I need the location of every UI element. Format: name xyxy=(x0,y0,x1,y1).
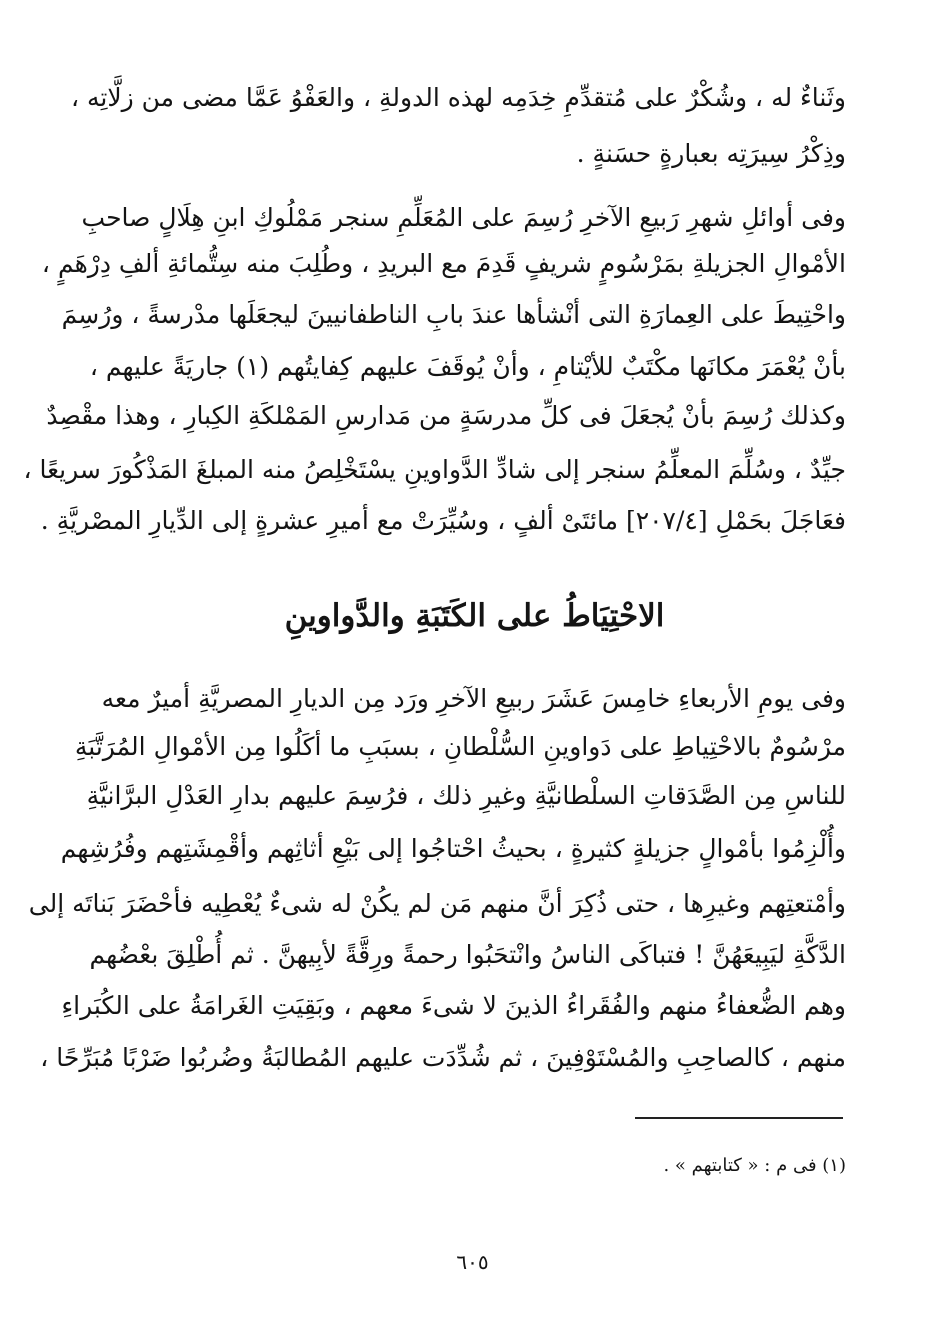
footnote-divider xyxy=(635,1117,843,1119)
text-line: وأُلْزِمُوا بأمْوالٍ جزيلةٍ كثيرةٍ ، بحيثُ احْتاجُوا إلى بَيْعِ أثاثِهم وأقْمِشَتِهم وفُرُشِهم xyxy=(60,834,846,863)
text-line: بأنْ يُعْمَرَ مكانَها مكْتَبٌ للأيْتامِ ، وأنْ يُوقَفَ عليهم كِفايتُهم (١) جاريَةً عليهم ، xyxy=(89,352,846,381)
text-line: وثَناءٌ له ، وشُكْرٌ على مُتقدِّمِ خِدَمِه لهذه الدولةِ ، والعَفْوُ عَمَّا مضى من زلَّاتِه ، xyxy=(71,83,846,112)
text-line: وذِكْرُ سِيرَتِه بعبارةٍ حسَنةٍ . xyxy=(576,139,846,168)
page-number: ٦٠٥ xyxy=(456,1250,489,1274)
text-line: الأمْوالِ الجزيلةِ بمَرْسُومٍ شريفٍ قَدِمَ مع البريدِ ، وطُلِبَ منه سِتُّمائةِ ألفِ دِرْهَمٍ ، xyxy=(41,249,846,278)
text-line: فعَاجَلَ بحَمْلِ [٢٠٧/٤] مائتَىْ ألفٍ ، وسُيِّرَتْ مع أميرِ عشرةٍ إلى الدِّيارِ المصْريَّةِ . xyxy=(40,506,846,535)
text-line: وأمْتعتِهم وغيرِها ، حتى ذُكِرَ أنَّ منهم مَن لم يكُنْ له شىءٌ يُعْطِيه فأحْضَرَ بَناتَه إلى xyxy=(28,889,846,918)
text-line: الدَّكَّةِ ليَبِيعَهُنَّ ! فتباكَى الناسُ وانْتحَبُوا رحمةً ورِقَّةً لأبِيهنَّ . ثم أُطْلِقَ بعْضُهم xyxy=(89,940,846,969)
text-line: وكذلك رُسِمَ بأنْ يُجعَلَ فى كلِّ مدرسَةٍ من مَدارسِ المَمْلكَةِ الكِبارِ ، وهذا مقْصِدٌ xyxy=(46,401,846,430)
text-line: وفى أوائلِ شهرِ رَبيعِ الآخرِ رُسِمَ على المُعَلِّمِ سنجر مَمْلُوكِ ابنِ هِلَالٍ صاحبِ xyxy=(81,203,846,232)
text-line: منهم ، كالصاحِبِ والمُسْتَوْفِينَ ، ثم شُدِّدَت عليهم المُطالبَةُ وضُربُوا ضَرْبًا مُبَرِّحًا ، xyxy=(40,1043,846,1072)
text-line: واحْتِيطَ على العِمارَةِ التى أنْشأها عندَ بابِ الناطفانيينَ ليجعَلَها مدْرسةً ، ورُسِمَ xyxy=(61,300,846,329)
text-line: وهم الضُّعفاءُ منهم والفُقَراءُ الذينَ لا شىءَ معهم ، وبَقِيَتِ الغَرامَةُ على الكُبَراءِ xyxy=(61,991,846,1020)
text-line: للناسِ مِن الصَّدَقاتِ السلْطانيَّةِ وغيرِ ذلك ، فرُسِمَ عليهم بدارِ العَدْلِ البرَّانيَّةِ xyxy=(86,781,846,810)
text-line: مرْسُومٌ بالاحْتِياطِ على دَواوينِ السُّلْطانِ ، بسبَبِ ما أكَلُوا مِن الأمْوالِ المُرَتَّبَةِ xyxy=(74,732,846,761)
section-heading: الاحْتِيَاطُ على الكَتَبَةِ والدَّواوينِ xyxy=(284,598,665,634)
text-line: وفى يومِ الأربعاءِ خامِسَ عَشَرَ ربيعِ الآخرِ ورَد مِن الديارِ المصريَّةِ أميرٌ معه xyxy=(101,684,846,713)
footnote: (١) فى م : « كتابتهم » . xyxy=(663,1155,846,1176)
text-line: جيِّدٌ ، وسُلِّمَ المعلِّمُ سنجر إلى شادِّ الدَّواوينِ يسْتَخْلِصُ منه المبلغَ المَذْكُورَ سريعًا ، xyxy=(23,455,846,484)
